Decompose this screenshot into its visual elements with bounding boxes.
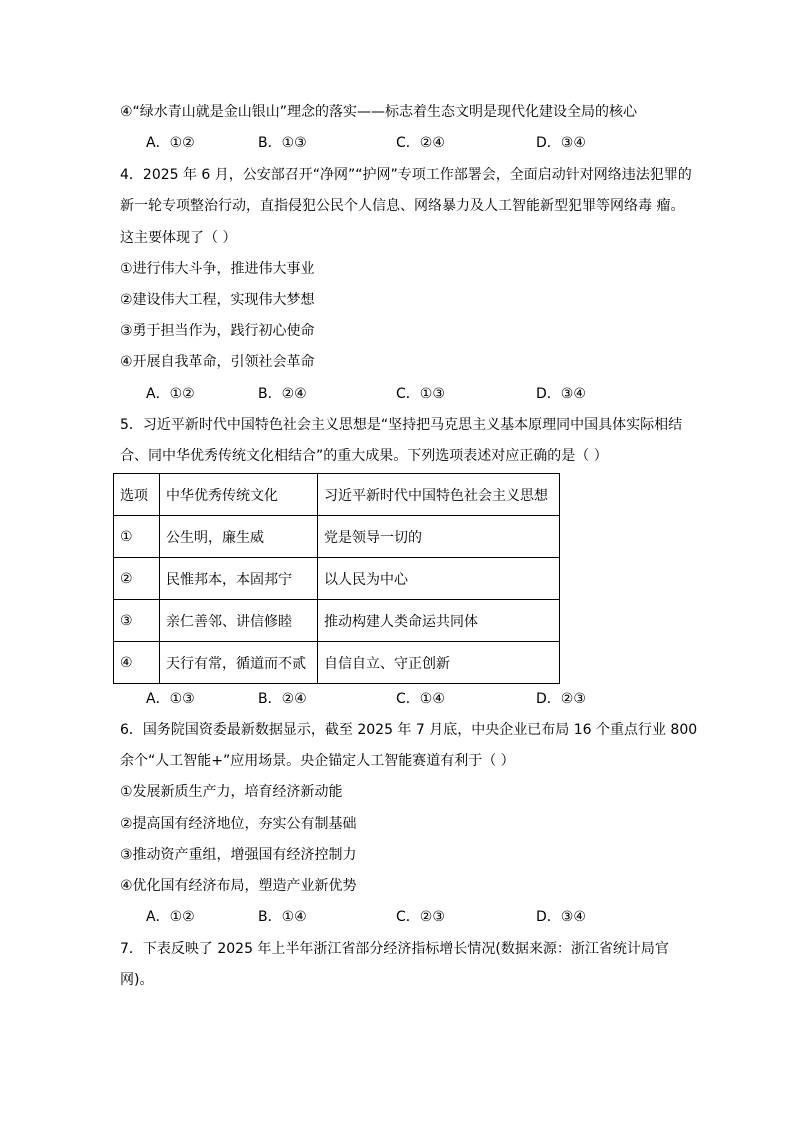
q6-option-b: B．①④ <box>258 909 307 925</box>
table-row <box>114 642 560 684</box>
q6-option-a: A．①② <box>146 909 195 925</box>
q5-option-d: D．②③ <box>536 691 586 707</box>
table-header-cell: 选项 <box>114 474 160 516</box>
q5-option-b: B．②④ <box>258 691 307 707</box>
q6-item-4: ④优化国有经济布局，塑造产业新优势 <box>120 878 357 894</box>
q4-item-3: ③勇于担当作为，践行初心使命 <box>120 323 315 339</box>
table-row <box>114 600 560 642</box>
q6-stem-line-1: 6．国务院国资委最新数据显示，截至 2025 年 7 月底，中央企业已布局 16 个重点行业 800 <box>120 722 698 738</box>
q4-stem-line-1: 4．2025 年 6 月，公安部召开“净网”“护网”专项工作部署会，全面启动针对网络违法犯罪的 <box>120 167 692 183</box>
q6-item-2: ②提高国有经济地位，夯实公有制基础 <box>120 816 357 832</box>
q7-stem-line-1: 7．下表反映了 2025 年上半年浙江省部分经济指标增长情况(数据来源：浙江省统计局官 <box>120 941 669 957</box>
q4-option-c: C．①③ <box>396 386 445 402</box>
table-cell: 公生明，廉生威 <box>160 516 318 558</box>
table-header-cell: 中华优秀传统文化 <box>160 474 318 516</box>
table-cell: 天行有常，循道而不贰 <box>160 642 318 684</box>
table-cell: 亲仁善邻、讲信修睦 <box>160 600 318 642</box>
table-cell: ③ <box>114 600 160 642</box>
table-cell: ① <box>114 516 160 558</box>
q6-option-c: C．②③ <box>396 909 445 925</box>
q4-stem-line-2: 新一轮专项整治行动，直指侵犯公民个人信息、网络暴力及人工智能新型犯罪等网络毒 瘤。 <box>120 198 685 214</box>
table-cell: 党是领导一切的 <box>318 516 560 558</box>
table-header-row <box>114 474 560 516</box>
table-cell: 推动构建人类命运共同体 <box>318 600 560 642</box>
q4-option-d: D．③④ <box>536 386 586 402</box>
q5-stem-line-2: 合、同中华优秀传统文化相结合”的重大成果。下列选项表述对应正确的是（ ） <box>120 448 608 464</box>
table-cell: ② <box>114 558 160 600</box>
q7-stem-line-2: 网)。 <box>120 972 154 988</box>
table-header-cell: 习近平新时代中国特色社会主义思想 <box>318 474 560 516</box>
q4-stem-line-3: 这主要体现了（ ） <box>120 230 237 246</box>
table-cell: 自信自立、守正创新 <box>318 642 560 684</box>
table-cell: 民惟邦本，本固邦宁 <box>160 558 318 600</box>
q3-option-b: B．①③ <box>258 135 307 151</box>
q6-item-3: ③推动资产重组，增强国有经济控制力 <box>120 847 357 863</box>
q6-item-1: ①发展新质生产力，培育经济新动能 <box>120 784 343 800</box>
q5-stem-line-1: 5．习近平新时代中国特色社会主义思想是“坚持把马克思主义基本原理同中国具体实际相结 <box>120 417 683 433</box>
table-cell: ④ <box>114 642 160 684</box>
table-row <box>114 516 560 558</box>
q4-item-1: ①进行伟大斗争，推进伟大事业 <box>120 261 315 277</box>
q4-option-a: A．①② <box>146 386 195 402</box>
q4-item-2: ②建设伟大工程，实现伟大梦想 <box>120 292 315 308</box>
table-cell: 以人民为中心 <box>318 558 560 600</box>
q5-option-a: A．①③ <box>146 691 195 707</box>
q6-option-d: D．③④ <box>536 909 586 925</box>
q6-stem-line-2: 余个“人工智能+”应用场景。央企锚定人工智能赛道有利于（ ） <box>120 753 515 769</box>
q3-option-d: D．③④ <box>536 135 586 151</box>
table-row <box>114 558 560 600</box>
q4-item-4: ④开展自我革命，引领社会革命 <box>120 354 315 370</box>
q4-option-b: B．②④ <box>258 386 307 402</box>
q3-option-c: C．②④ <box>396 135 445 151</box>
q5-table <box>113 473 560 684</box>
q5-option-c: C．①④ <box>396 691 445 707</box>
q3-item-4: ④“绿水青山就是金山银山”理念的落实——标志着生态文明是现代化建设全局的核心 <box>120 104 638 120</box>
q3-option-a: A．①② <box>146 135 195 151</box>
